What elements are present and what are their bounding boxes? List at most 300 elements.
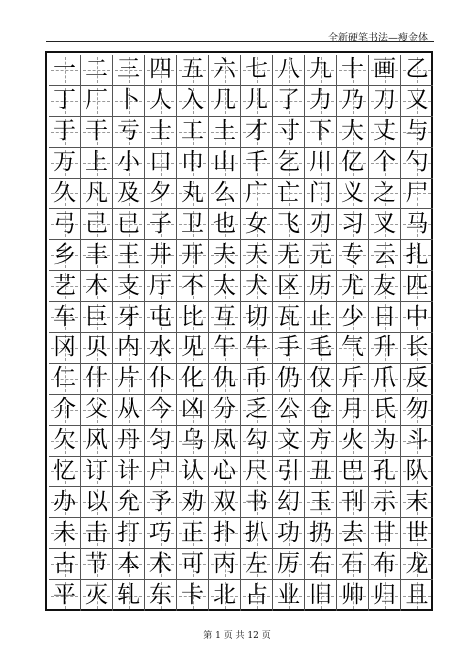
grid-cell xyxy=(113,457,145,488)
grid-cell xyxy=(81,148,113,179)
practice-character: 月 xyxy=(341,396,364,423)
grid-cell xyxy=(145,240,177,271)
grid-cell xyxy=(401,302,433,333)
grid-cell xyxy=(241,240,273,271)
practice-character: 丁 xyxy=(53,87,76,114)
practice-character: 毛 xyxy=(309,334,332,361)
grid-cell xyxy=(177,209,209,240)
practice-character: 欠 xyxy=(53,427,76,454)
practice-character: 氏 xyxy=(373,396,396,423)
grid-cell xyxy=(305,364,337,395)
practice-character: 升 xyxy=(373,334,396,361)
practice-character: 友 xyxy=(373,272,396,299)
practice-character: 入 xyxy=(181,87,204,114)
grid-cell xyxy=(81,395,113,426)
grid-cell xyxy=(337,333,369,364)
practice-character: 水 xyxy=(149,334,172,361)
grid-cell xyxy=(177,426,209,457)
practice-character: 内 xyxy=(117,334,140,361)
practice-character: 劝 xyxy=(181,488,204,515)
grid-cell xyxy=(49,364,81,395)
grid-cell xyxy=(369,457,401,488)
practice-character: 方 xyxy=(309,427,332,454)
practice-character: 乞 xyxy=(277,149,300,176)
grid-cell xyxy=(209,179,241,210)
grid-cell xyxy=(145,580,177,611)
practice-character: 从 xyxy=(117,396,140,423)
grid-cell xyxy=(305,457,337,488)
practice-character: 计 xyxy=(117,457,140,484)
practice-character: 打 xyxy=(117,519,140,546)
grid-cell xyxy=(337,395,369,426)
grid-cell xyxy=(273,518,305,549)
grid-cell xyxy=(241,55,273,86)
grid-cell xyxy=(305,179,337,210)
practice-character: 牛 xyxy=(245,334,268,361)
practice-character: 勿 xyxy=(405,396,429,423)
grid-cell xyxy=(177,518,209,549)
grid-cell xyxy=(145,333,177,364)
grid-cell xyxy=(241,518,273,549)
practice-character: 无 xyxy=(277,241,300,268)
practice-character: 乏 xyxy=(245,396,268,423)
grid-cell xyxy=(369,395,401,426)
grid-cell xyxy=(81,426,113,457)
practice-character: 下 xyxy=(309,118,332,145)
grid-cell xyxy=(273,240,305,271)
practice-character: 马 xyxy=(405,210,429,237)
grid-cell xyxy=(113,117,145,148)
grid-cell xyxy=(209,209,241,240)
grid-cell xyxy=(145,55,177,86)
practice-character: 厂 xyxy=(85,87,108,114)
practice-character: 认 xyxy=(181,457,204,484)
grid-cell xyxy=(145,209,177,240)
grid-cell xyxy=(49,395,81,426)
grid-cell xyxy=(273,179,305,210)
practice-character: 力 xyxy=(309,87,332,114)
grid-cell xyxy=(145,364,177,395)
grid-cell xyxy=(145,426,177,457)
character-grid xyxy=(49,55,433,611)
grid-cell xyxy=(113,179,145,210)
practice-character: 匀 xyxy=(149,427,172,454)
grid-cell xyxy=(177,240,209,271)
practice-character: 木 xyxy=(85,272,108,299)
practice-character: 九 xyxy=(309,56,332,83)
grid-cell xyxy=(369,179,401,210)
practice-character: 占 xyxy=(245,582,268,609)
grid-cell xyxy=(337,179,369,210)
practice-character: 孔 xyxy=(373,457,396,484)
grid-cell xyxy=(305,86,337,117)
grid-cell xyxy=(241,271,273,302)
grid-cell xyxy=(177,148,209,179)
practice-character: 瓦 xyxy=(277,303,300,330)
practice-character: 灭 xyxy=(85,582,108,609)
practice-character: 五 xyxy=(181,56,204,83)
grid-cell xyxy=(401,148,433,179)
grid-cell xyxy=(209,55,241,86)
practice-character: 飞 xyxy=(277,210,300,237)
practice-character: 队 xyxy=(405,457,429,484)
practice-character: 车 xyxy=(53,303,76,330)
practice-character: 书 xyxy=(245,488,268,515)
grid-cell xyxy=(81,333,113,364)
grid-cell xyxy=(209,518,241,549)
practice-character: 士 xyxy=(149,118,172,145)
grid-cell xyxy=(113,549,145,580)
practice-character: 日 xyxy=(373,303,396,330)
grid-cell xyxy=(145,518,177,549)
practice-character: 也 xyxy=(213,210,236,237)
practice-character: 乙 xyxy=(405,56,429,83)
grid-cell xyxy=(337,209,369,240)
practice-character: 天 xyxy=(245,241,268,268)
grid-cell xyxy=(49,580,81,611)
grid-cell xyxy=(113,395,145,426)
practice-character: 专 xyxy=(341,241,364,268)
practice-character: 厅 xyxy=(149,272,172,299)
practice-character: 斗 xyxy=(405,427,429,454)
practice-character: 午 xyxy=(213,334,236,361)
grid-cell xyxy=(273,426,305,457)
practice-character: 户 xyxy=(149,457,172,484)
grid-cell xyxy=(81,518,113,549)
grid-cell xyxy=(305,148,337,179)
grid-cell xyxy=(49,179,81,210)
grid-cell xyxy=(49,426,81,457)
grid-cell xyxy=(113,333,145,364)
grid-cell xyxy=(49,549,81,580)
grid-cell xyxy=(337,426,369,457)
practice-character: 心 xyxy=(213,457,236,484)
grid-cell xyxy=(401,209,433,240)
practice-character: 六 xyxy=(213,56,236,83)
grid-cell xyxy=(81,302,113,333)
grid-cell xyxy=(81,117,113,148)
practice-character: 义 xyxy=(341,179,364,206)
practice-character: 本 xyxy=(117,550,140,577)
grid-cell xyxy=(305,240,337,271)
grid-cell xyxy=(113,271,145,302)
grid-cell xyxy=(401,333,433,364)
grid-cell xyxy=(273,487,305,518)
practice-character: 巴 xyxy=(341,457,364,484)
grid-cell xyxy=(273,55,305,86)
grid-cell xyxy=(209,426,241,457)
practice-character: 小 xyxy=(117,149,140,176)
practice-character: 扔 xyxy=(309,519,332,546)
practice-character: 且 xyxy=(405,582,429,609)
grid-cell xyxy=(113,209,145,240)
grid-cell xyxy=(401,240,433,271)
grid-cell xyxy=(145,148,177,179)
grid-cell xyxy=(145,179,177,210)
page-footer: 第 1 页 共 12 页 xyxy=(203,631,271,641)
practice-character: 寸 xyxy=(277,118,300,145)
practice-character: 及 xyxy=(117,179,140,206)
practice-character: 以 xyxy=(85,488,108,515)
practice-character: 龙 xyxy=(405,550,429,577)
grid-cell xyxy=(369,302,401,333)
grid-cell xyxy=(401,395,433,426)
practice-character: 开 xyxy=(181,241,204,268)
practice-character: 区 xyxy=(277,272,300,299)
grid-cell xyxy=(401,55,433,86)
grid-cell xyxy=(273,364,305,395)
grid-cell xyxy=(273,395,305,426)
grid-cell xyxy=(241,333,273,364)
practice-character: 凶 xyxy=(181,396,204,423)
practice-character: 忆 xyxy=(53,457,76,484)
grid-cell xyxy=(177,302,209,333)
practice-character: 世 xyxy=(405,519,429,546)
grid-cell xyxy=(145,395,177,426)
grid-cell xyxy=(241,364,273,395)
grid-cell xyxy=(177,117,209,148)
practice-character: 丈 xyxy=(373,118,396,145)
practice-character: 什 xyxy=(85,365,108,392)
grid-cell xyxy=(401,426,433,457)
practice-character: 王 xyxy=(117,241,140,268)
practice-character: 弓 xyxy=(53,210,76,237)
grid-cell xyxy=(273,117,305,148)
grid-cell xyxy=(49,209,81,240)
practice-character: 节 xyxy=(85,550,108,577)
practice-character: 尸 xyxy=(405,179,429,206)
practice-character: 七 xyxy=(245,56,268,83)
practice-character: 帅 xyxy=(341,582,364,609)
practice-character: 仇 xyxy=(213,365,236,392)
practice-character: 击 xyxy=(85,519,108,546)
practice-character: 北 xyxy=(213,582,236,609)
practice-character: 十 xyxy=(341,56,364,83)
grid-cell xyxy=(401,457,433,488)
grid-cell xyxy=(145,271,177,302)
practice-character: 儿 xyxy=(245,87,268,114)
grid-cell xyxy=(241,395,273,426)
practice-character: 双 xyxy=(213,488,236,515)
practice-character: 示 xyxy=(373,488,396,515)
practice-character: 广 xyxy=(245,179,268,206)
grid-cell xyxy=(241,549,273,580)
practice-character: 子 xyxy=(149,210,172,237)
practice-character: 玉 xyxy=(309,488,332,515)
practice-character: 仅 xyxy=(309,365,332,392)
practice-character: 扎 xyxy=(405,241,429,268)
practice-character: 平 xyxy=(53,582,76,609)
grid-cell xyxy=(337,117,369,148)
grid-cell xyxy=(49,148,81,179)
grid-cell xyxy=(337,86,369,117)
practice-character: 勾 xyxy=(245,427,268,454)
grid-cell xyxy=(337,148,369,179)
grid-cell xyxy=(369,518,401,549)
practice-character: 习 xyxy=(341,210,364,237)
grid-cell xyxy=(209,395,241,426)
practice-character: 叉 xyxy=(373,210,396,237)
practice-character: 四 xyxy=(149,56,172,83)
practice-character: 元 xyxy=(309,241,332,268)
grid-cell xyxy=(369,580,401,611)
practice-character: 见 xyxy=(181,334,204,361)
grid-cell xyxy=(49,55,81,86)
practice-character: 片 xyxy=(117,365,140,392)
grid-cell xyxy=(81,487,113,518)
practice-character: 旧 xyxy=(309,582,332,609)
grid-cell xyxy=(305,117,337,148)
grid-cell xyxy=(49,518,81,549)
practice-character: 久 xyxy=(53,179,76,206)
practice-character: 亿 xyxy=(341,149,364,176)
grid-cell xyxy=(209,333,241,364)
grid-cell xyxy=(369,209,401,240)
grid-cell xyxy=(145,302,177,333)
practice-character: 夫 xyxy=(213,241,236,268)
practice-character: 斤 xyxy=(341,365,364,392)
practice-character: 少 xyxy=(341,303,364,330)
practice-character: 正 xyxy=(181,519,204,546)
practice-character: 未 xyxy=(53,519,76,546)
grid-cell xyxy=(273,302,305,333)
grid-cell xyxy=(81,240,113,271)
practice-character: 功 xyxy=(277,519,300,546)
practice-character: 介 xyxy=(53,396,76,423)
practice-character: 山 xyxy=(213,149,236,176)
grid-cell xyxy=(241,209,273,240)
grid-cell xyxy=(177,364,209,395)
grid-cell xyxy=(177,580,209,611)
practice-character: 比 xyxy=(181,303,204,330)
practice-character: 文 xyxy=(277,427,300,454)
grid-cell xyxy=(113,148,145,179)
header-title: 全新硬笔书法—瘦金体 xyxy=(328,33,428,44)
grid-cell xyxy=(49,487,81,518)
practice-character: 不 xyxy=(181,272,204,299)
grid-cell xyxy=(337,364,369,395)
grid-cell xyxy=(209,549,241,580)
practice-character: 艺 xyxy=(53,272,76,299)
practice-character: 了 xyxy=(277,87,300,114)
grid-cell xyxy=(369,148,401,179)
practice-character: 勺 xyxy=(405,149,429,176)
grid-cell xyxy=(113,518,145,549)
practice-character: 凤 xyxy=(213,427,236,454)
practice-character: 仓 xyxy=(309,396,332,423)
grid-cell xyxy=(401,549,433,580)
grid-cell xyxy=(49,302,81,333)
practice-character: 历 xyxy=(309,272,332,299)
grid-cell xyxy=(81,457,113,488)
practice-character: 与 xyxy=(405,118,429,145)
grid-cell xyxy=(113,426,145,457)
grid-cell xyxy=(337,549,369,580)
practice-character: 订 xyxy=(85,457,108,484)
grid-cell xyxy=(369,55,401,86)
grid-cell xyxy=(369,549,401,580)
grid-cell xyxy=(81,179,113,210)
practice-character: 工 xyxy=(181,118,204,145)
practice-character: 切 xyxy=(245,303,268,330)
practice-character: 屯 xyxy=(149,303,172,330)
grid-cell xyxy=(241,457,273,488)
practice-character: 可 xyxy=(181,550,204,577)
practice-character: 中 xyxy=(405,303,429,330)
grid-cell xyxy=(369,271,401,302)
grid-cell xyxy=(113,580,145,611)
grid-cell xyxy=(305,302,337,333)
practice-character: 三 xyxy=(117,56,140,83)
practice-character: 扒 xyxy=(245,519,268,546)
practice-character: 卡 xyxy=(181,582,204,609)
practice-character: 尺 xyxy=(245,457,268,484)
practice-character: 东 xyxy=(149,582,172,609)
grid-cell xyxy=(305,209,337,240)
grid-cell xyxy=(273,549,305,580)
practice-character: 气 xyxy=(341,334,364,361)
practice-character: 太 xyxy=(213,272,236,299)
practice-character: 刀 xyxy=(373,87,396,114)
practice-character: 上 xyxy=(85,149,108,176)
practice-character: 乃 xyxy=(341,87,364,114)
practice-character: 乡 xyxy=(53,241,76,268)
grid-cell xyxy=(241,86,273,117)
grid-cell xyxy=(209,240,241,271)
grid-cell xyxy=(209,457,241,488)
practice-character: 画 xyxy=(373,56,396,83)
grid-cell xyxy=(337,302,369,333)
grid-cell xyxy=(49,271,81,302)
grid-cell xyxy=(305,395,337,426)
practice-character: 千 xyxy=(245,149,268,176)
grid-cell xyxy=(305,333,337,364)
grid-cell xyxy=(177,487,209,518)
page-header xyxy=(0,0,474,45)
grid-cell xyxy=(305,487,337,518)
grid-cell xyxy=(273,457,305,488)
grid-cell xyxy=(113,240,145,271)
grid-cell xyxy=(209,302,241,333)
practice-character: 仍 xyxy=(277,365,300,392)
grid-cell xyxy=(209,148,241,179)
practice-character: 匹 xyxy=(405,272,429,299)
practice-character: 反 xyxy=(405,365,429,392)
practice-character: 亡 xyxy=(277,179,300,206)
grid-cell xyxy=(113,302,145,333)
grid-cell xyxy=(49,240,81,271)
grid-cell xyxy=(337,271,369,302)
practice-character: 风 xyxy=(85,427,108,454)
grid-cell xyxy=(337,55,369,86)
grid-cell xyxy=(177,333,209,364)
grid-cell xyxy=(401,117,433,148)
grid-cell xyxy=(337,580,369,611)
practice-character: 又 xyxy=(405,87,429,114)
practice-character: 八 xyxy=(277,56,300,83)
practice-character: 巾 xyxy=(181,149,204,176)
grid-cell xyxy=(113,487,145,518)
practice-character: 幻 xyxy=(277,488,300,515)
practice-character: 业 xyxy=(277,582,300,609)
grid-cell xyxy=(209,364,241,395)
grid-cell xyxy=(81,549,113,580)
grid-cell xyxy=(241,148,273,179)
practice-character: 爪 xyxy=(373,365,396,392)
grid-cell xyxy=(305,580,337,611)
grid-cell xyxy=(369,333,401,364)
practice-character: 分 xyxy=(213,396,236,423)
